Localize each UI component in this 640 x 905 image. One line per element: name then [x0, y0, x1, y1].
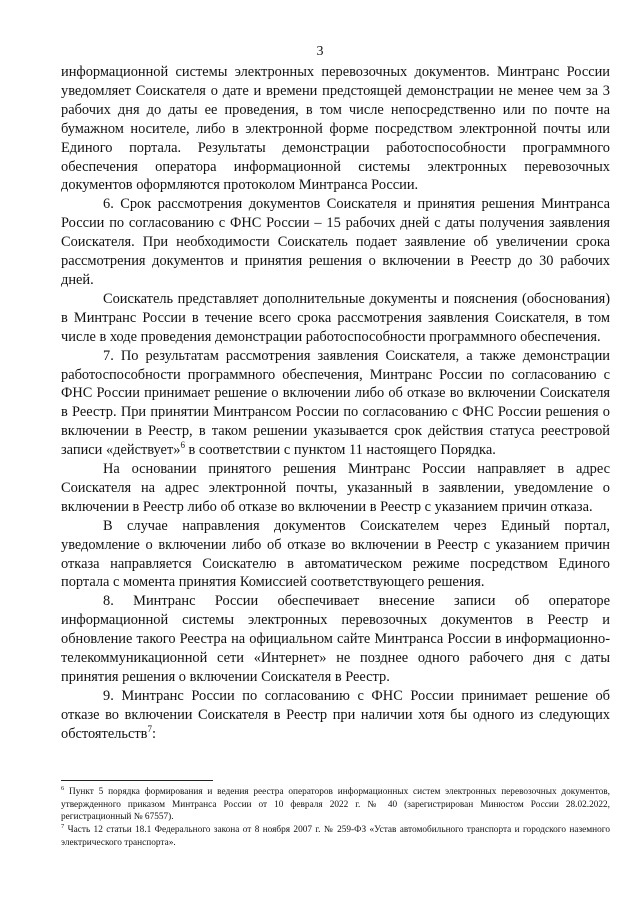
page-number: 3 [316, 44, 324, 59]
footnotes [61, 786, 610, 850]
paragraph-item-7 [61, 347, 610, 460]
paragraph-text: в соответствии с пунктом 11 настоящего Порядка. [184, 442, 496, 459]
footnote-7 [61, 824, 610, 849]
footnote-divider [61, 780, 213, 781]
paragraph-additional-documents: Соискатель представляет дополнительные документы и пояснения (обоснования) в Минтранс России в течение всего срока рассмотрения заявления Соискателя, в том числе в ходе проведения демонстрации работоспособности программного обеспечения. [61, 290, 610, 345]
paragraph-text: 7. По результатам рассмотрения заявления Соискателя, а также демонстрации работоспособности программного обеспечения, Минтранс России по согласованию с ФНС России принимает решение о включении либо об отказе во включении Соискателя в Реестр. При принятии Минтрансом России по согласованию с ФНС России решения о включении в Реестр, в таком решении указывается срок действия статуса реестровой записи «действует» [61, 347, 610, 459]
paragraph-text: : [151, 725, 156, 742]
footnote-ref-7: 7 [147, 723, 152, 734]
paragraph-continuation: информационной системы электронных перевозочных документов. Минтранс России уведомляет Соискателя о дате и времени предстоящей демонстрации не менее чем за 3 рабочих дня до даты ее проведения, в том числе непосредственно или по почте на бумажном носителе, либо в электронной форме посредством электронной почты или Единого портала. Результаты демонстрации работоспособности программного обеспечения оператора информационной системы электронных перевозочных документов оформляются протоколом Минтранса России. [61, 64, 610, 194]
paragraph-unified-portal: В случае направления документов Соискателем через Единый портал, уведомление о включении либо об отказе во включении в Реестр с указанием причин отказа направляется Соискателю в автоматическом режиме посредством Единого портала с момента принятия Комиссией соответствующего решения. [61, 517, 610, 591]
paragraph-notification: На основании принятого решения Минтранс России направляет в адрес Соискателя на адрес электронной почты, указанный в заявлении, уведомление о включении в Реестр либо об отказе во включении в Реестр с указанием причин отказа. [61, 461, 610, 515]
footnote-6 [61, 786, 610, 824]
footnote-text: Часть 12 статьи 18.1 Федерального закона от 8 ноября 2007 г. № 259-ФЗ «Устав автомобильного транспорта и городского наземного электрического транспорта». [61, 825, 610, 848]
footnote-mark: 7 [61, 823, 65, 831]
paragraph-item-6: 6. Срок рассмотрения документов Соискателя и принятия решения Минтранса России по согласованию с ФНС России – 15 рабочих дней с даты получения заявления Соискателя. При необходимости Соискатель подает заявление об увеличении срока рассмотрения документов и принятия решения о включении в Реестр до 30 рабочих дней. [61, 196, 610, 288]
footnote-text: Пункт 5 порядка формирования и ведения реестра операторов информационных систем электронных перевозочных документов, утвержденного приказом Минтранса России от 10 февраля 2022 г. № 40 (зарегистрирован Минюстом России 28.02.2022, регистрационный № 67557). [61, 787, 610, 823]
document-body [61, 63, 610, 744]
paragraph-item-8: 8. Минтранс России обеспечивает внесение записи об операторе информационной системы электронных перевозочных документов в Реестр и обновление такого Реестра на официальном сайте Минтранса России в информационно-телекоммуникационной сети «Интернет» не позднее одного рабочего дня с даты принятия решения о включении Соискателя в Реестр. [61, 593, 610, 685]
paragraph-item-9 [61, 687, 610, 744]
paragraph-text: 9. Минтранс России по согласованию с ФНС России принимает решение об отказе во включении Соискателя в Реестр при наличии хотя бы одного из следующих обстоятельств [61, 687, 610, 742]
footnote-ref-6: 6 [180, 440, 185, 451]
footnote-mark: 6 [61, 784, 65, 792]
